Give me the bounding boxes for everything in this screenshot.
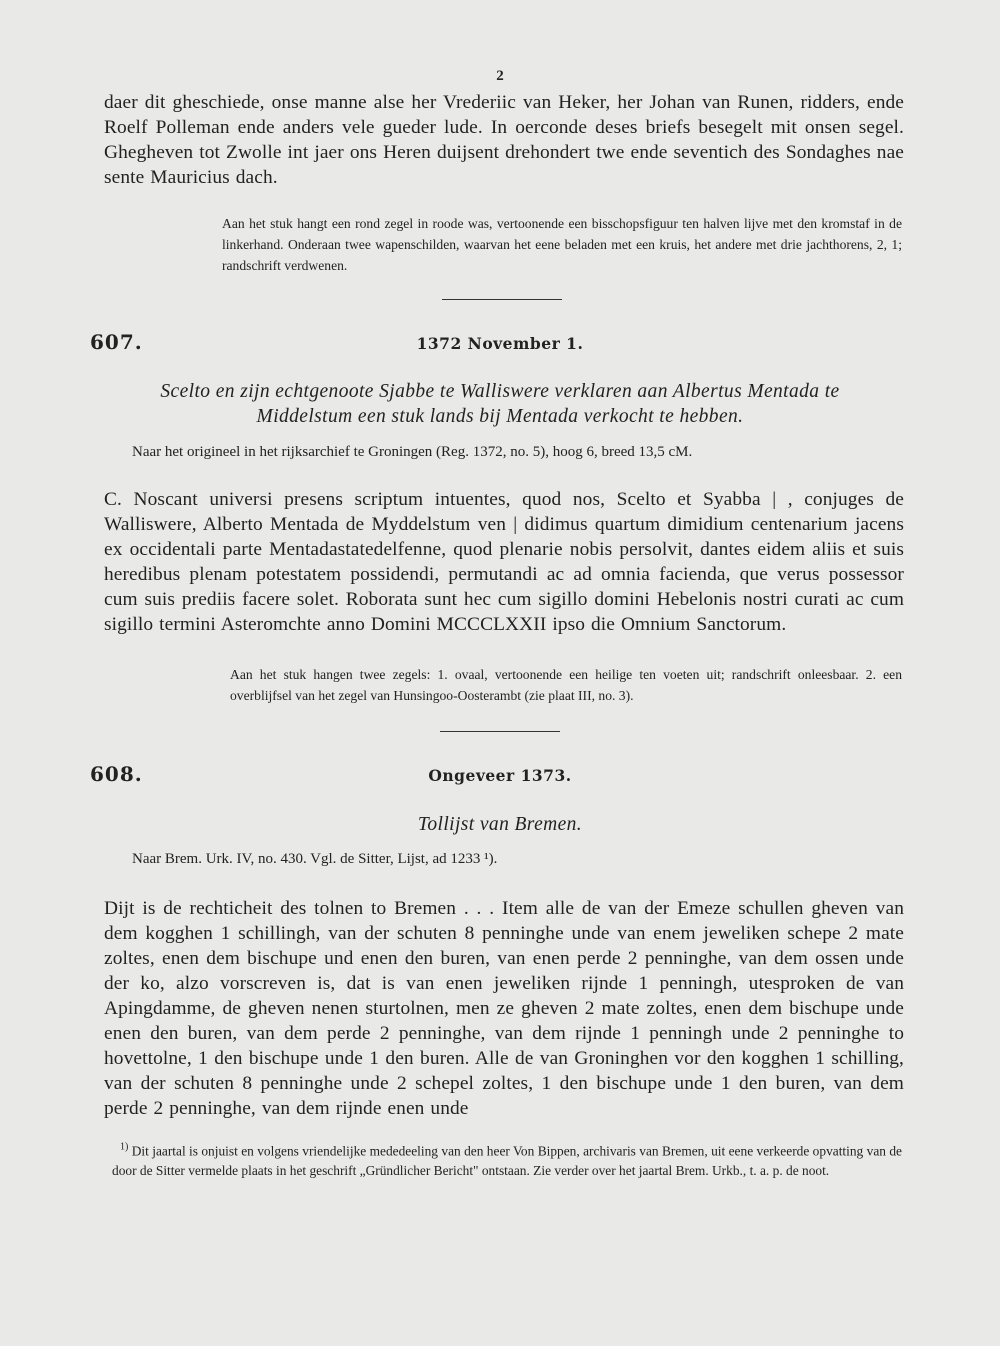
doc608-date: Ongeveer 1373. [428,766,572,785]
doc607-seal-note: Aan het stuk hangen twee zegels: 1. ovaal, vertoonende een heilige ten voeten uit; randschrift onleesbaar. 2. een overblijfsel van het zegel van Hunsingoo-Oosterambt (zie plaat III, no. 3). [230,667,902,703]
doc607-summary-line2: Middelstum een stuk lands bij Mentada verkocht te hebben. [256,406,744,427]
doc606-continuation-text: daer dit gheschiede, onse manne alse her Vrederiic van Heker, her Johan van Runen, ridders, ende Roelf Polleman ende anders vele gueder lude. In oerconde deses briefs besegelt mit onsen segel. Ghegheven tot Zwolle int jaer ons Heren duijsent drehondert twe ende seventich des Sondaghes nae sente Mauricius dach. [104,92,904,188]
footnote-marker: 1) [120,1142,129,1153]
footnote [112,1138,902,1181]
doc607-source: Naar het origineel in het rijksarchief te Groningen (Reg. 1372, no. 5), hoog 6, breed 13,5 cM. [132,444,693,460]
section-divider [442,299,562,300]
doc608-number: 608. [90,762,143,786]
doc608-summary: Tollijst van Bremen. [417,814,583,835]
doc607-date: 1372 November 1. [416,334,584,353]
doc607-number: 607. [90,330,143,354]
section-divider [440,731,560,732]
doc607-summary-line1: Scelto en zijn echtgenoote Sjabbe te Walliswere verklaren aan Albertus Mentada te [160,381,840,402]
page-number: 2 [496,68,504,84]
doc607-charter-text: C. Noscant universi presens scriptum intuentes, quod nos, Scelto et Syabba | , conjuges de Walliswere, Alberto Mentada de Myddelstum ven | didimus quartum dimidium centenarium jacens ex occidentali parte Mentadastatedelfenne, quod plenarie nobis persolvit, dantes eidem aliis et suis heredibus plenam potestatem possidendi, permutandi ac ad omnia facienda, que verus possessor cum suis prediis facere solet. Roborata sunt hec cum sigillo domini Hebelonis nostri curati ac cum sigillo termini Asteromchte anno Domini MCCCLXXII ipso die Omnium Sanctorum. [104,489,904,635]
doc608-toll-text: Dijt is de rechticheit des tolnen to Bremen . . . Item alle de van der Emeze schullen gheven van dem kogghen 1 schillingh, van der schuten 8 penninghe unde van enem jeweliken schepe 2 mate zoltes, enen dem bischupe und enen den buren, van enen perde 2 penninghe, van dem ossen unde der ko, alzo vorscreven is, dat is van enen jeweliken rijnde 1 penningh, utesproken de van Apingdamme, de gheven nenen sturtolnen, men ze gheven 2 mate zoltes, enen dem bischupe unde enen den buren, van dem perde 2 penninghe, van dem rijnde 1 penningh unde 2 penninghe to hovettolne, 1 den bischupe unde 1 den buren. Alle de van Groninghen vor den kogghen 1 schilling, van der schuten 8 penninghe unde 2 schepel zoltes, 1 den bischupe unde 1 den buren, van dem perde 2 penninghe, van dem rijnde enen unde [104,898,904,1119]
doc606-seal-note: Aan het stuk hangt een rond zegel in roode was, vertoonende een bisschopsfiguur ten halven lijve met den kromstaf in de linkerhand. Onderaan twee wapenschilden, waarvan het eene beladen met een kruis, het andere met drie jachthorens, 2, 1; randschrift verdwenen. [222,216,902,273]
doc608-source: Naar Brem. Urk. IV, no. 430. Vgl. de Sitter, Lijst, ad 1233 ¹). [132,851,498,867]
footnote-text: Dit jaartal is onjuist en volgens vriendelijke mededeeling van den heer Von Bippen, archivaris van Bremen, uit eene verkeerde opvatting van de door de Sitter vermelde plaats in het geschrift „Gründlicher Bericht" ontstaan. Zie verder over het jaartal Brem. Urkb., t. a. p. de noot. [112,1143,902,1179]
